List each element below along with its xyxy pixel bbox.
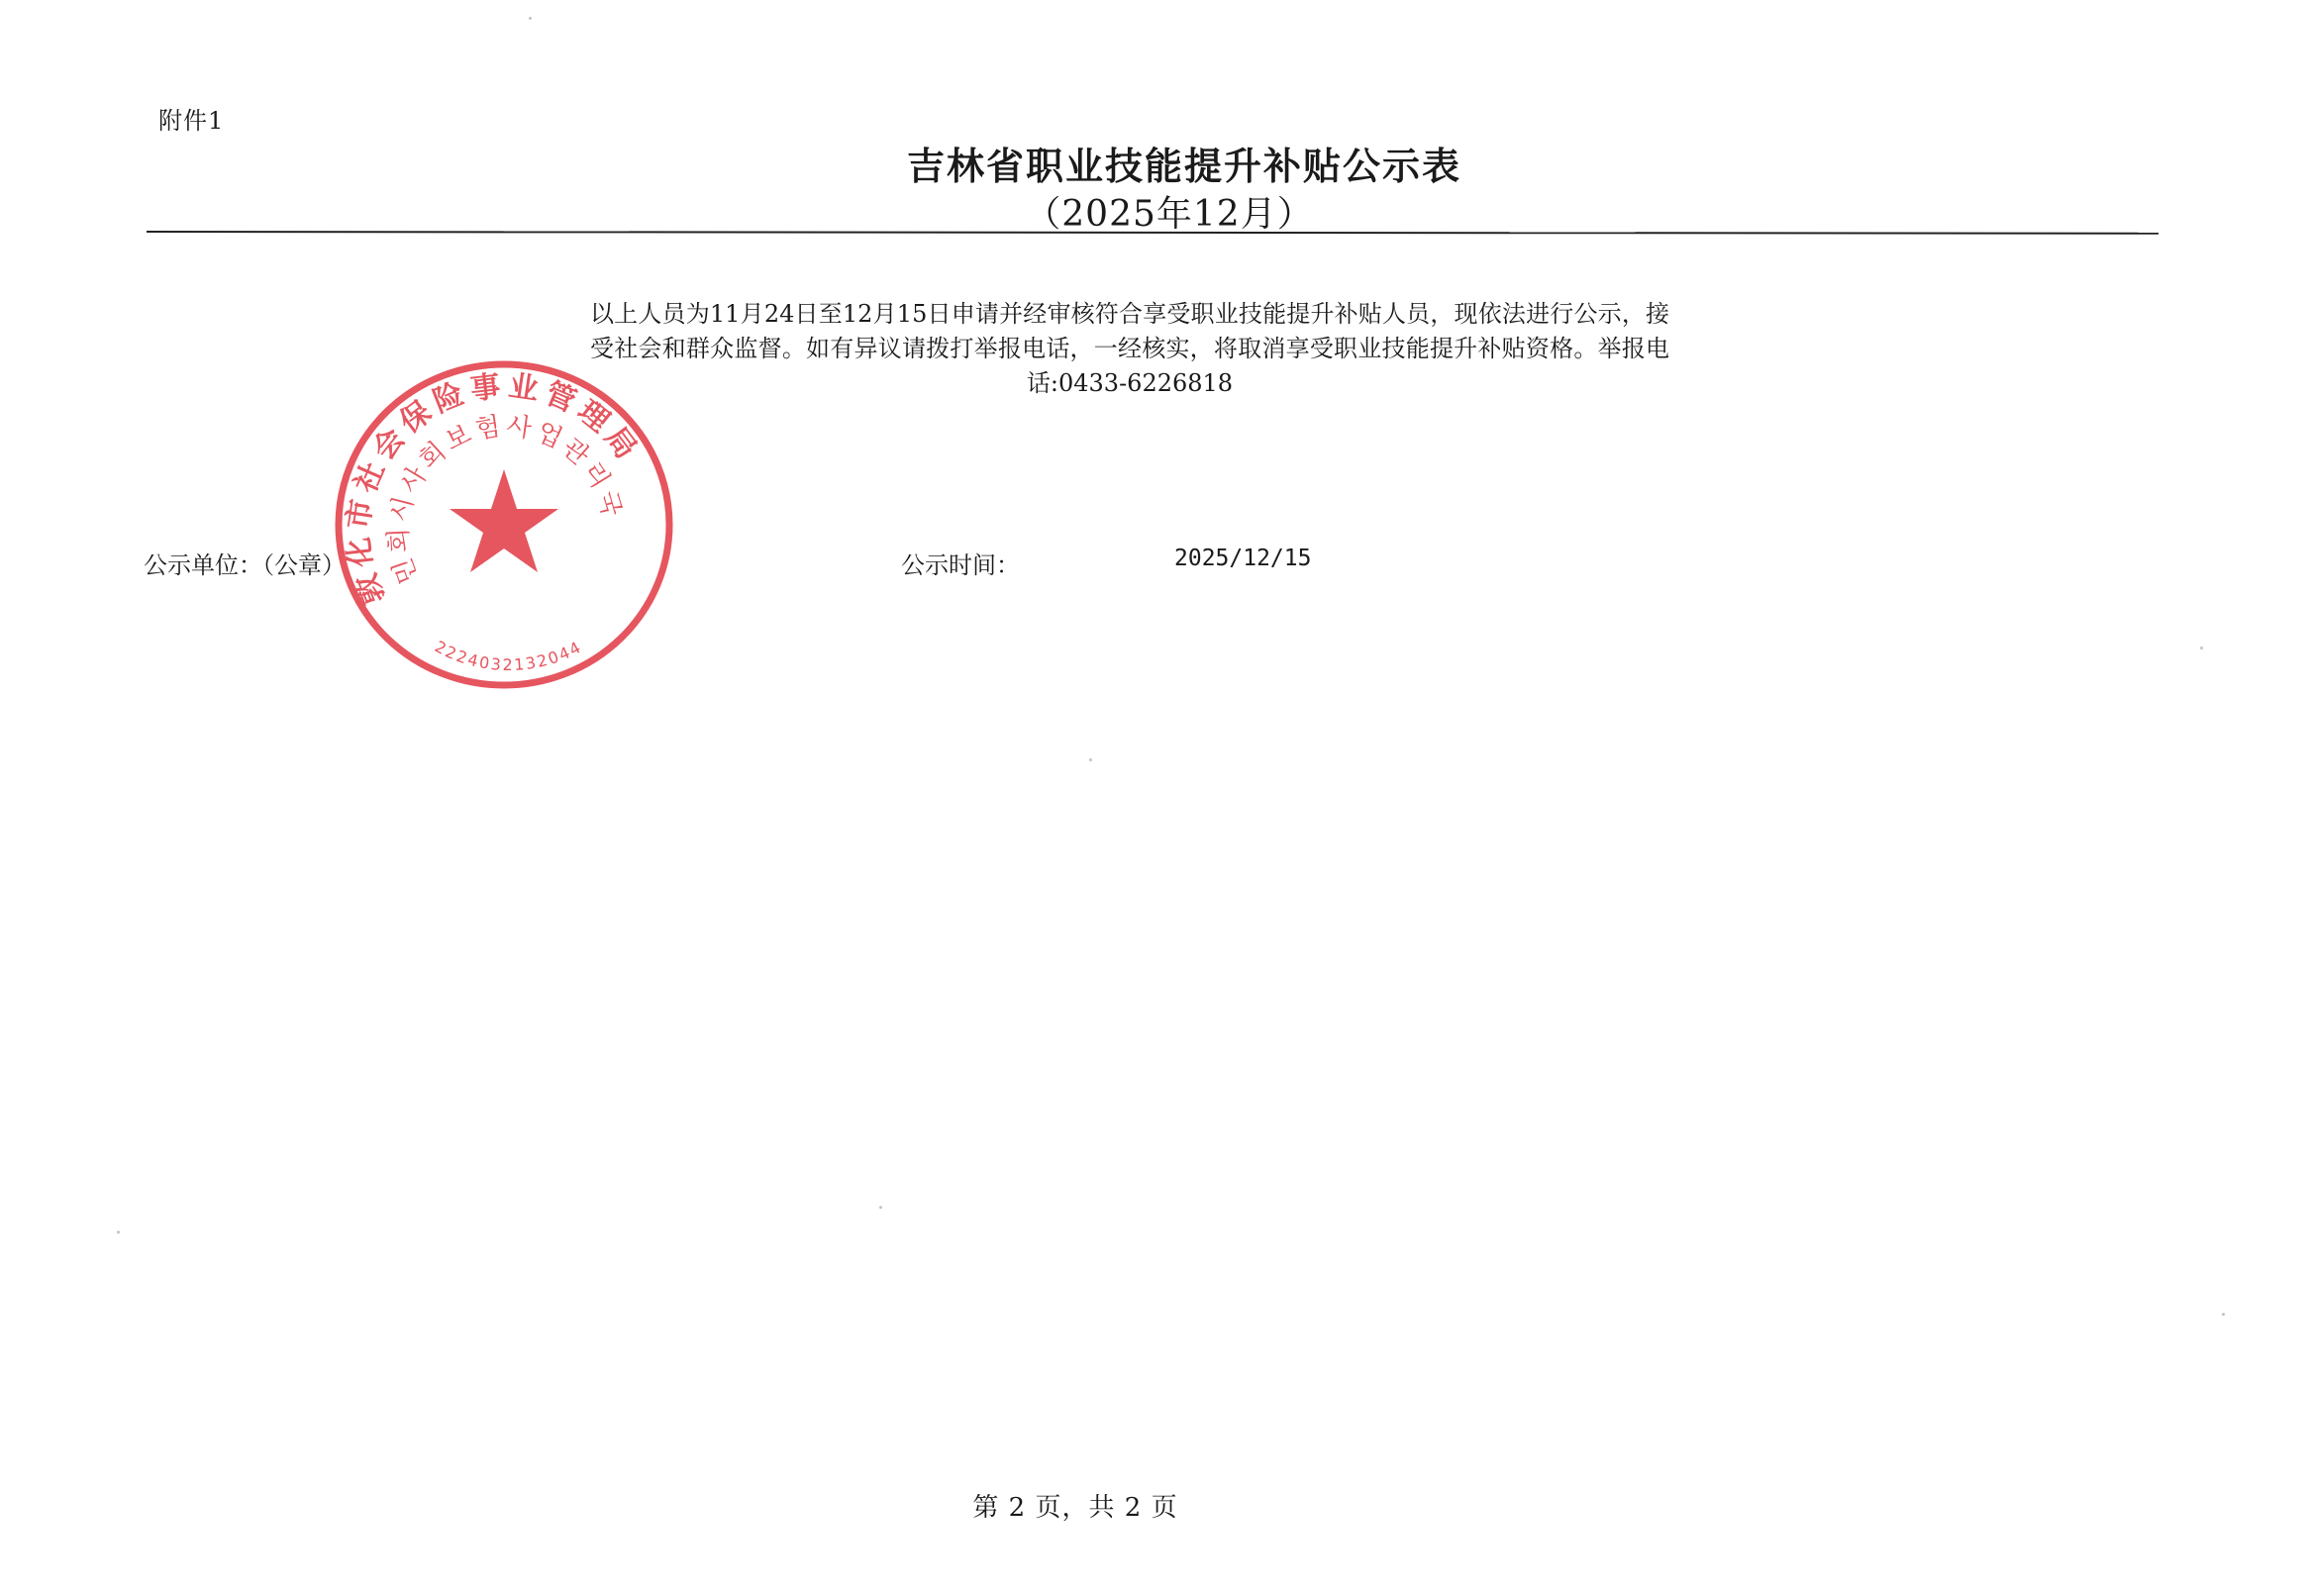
attachment-label: 附件1 <box>158 107 225 135</box>
page-title: 吉林省职业技能提升补贴公示表 <box>906 145 1461 188</box>
notice-paragraph: 以上人员为11月24日至12月15日申请并经审核符合享受职业技能提升补贴人员，现依法进行公示，接受社会和群众监督。如有异议请拨打举报电话，一经核实，将取消享受职业技能提升补贴资格。举报电话:0433-6226818 <box>590 300 1669 397</box>
scan-speck <box>2200 647 2203 649</box>
scan-speck <box>2222 1313 2225 1316</box>
publish-time-value: 2025/12/15 <box>1174 546 1312 571</box>
scan-speck <box>529 17 532 20</box>
scan-speck <box>1089 758 1092 761</box>
page-number: 第 2 页，共 2 页 <box>972 1493 1178 1523</box>
seal-serial-textpath: 2224032132044 <box>431 637 586 675</box>
official-seal-icon <box>334 358 676 691</box>
seal-star-icon <box>450 469 558 572</box>
seal-serial-number <box>432 637 585 674</box>
scan-speck <box>117 1231 120 1234</box>
scan-speck <box>879 1206 882 1209</box>
publishing-unit-label: 公示单位：（公章） <box>144 551 346 579</box>
seal-upper-text: 敦化市社会保险事业管理局 <box>341 368 648 610</box>
seal-inner-textpath: 민회시사회보험사업관리국 <box>383 411 628 588</box>
page-subtitle: （2025年12月） <box>1025 194 1314 235</box>
publish-time-label: 公示时间： <box>901 551 1020 579</box>
